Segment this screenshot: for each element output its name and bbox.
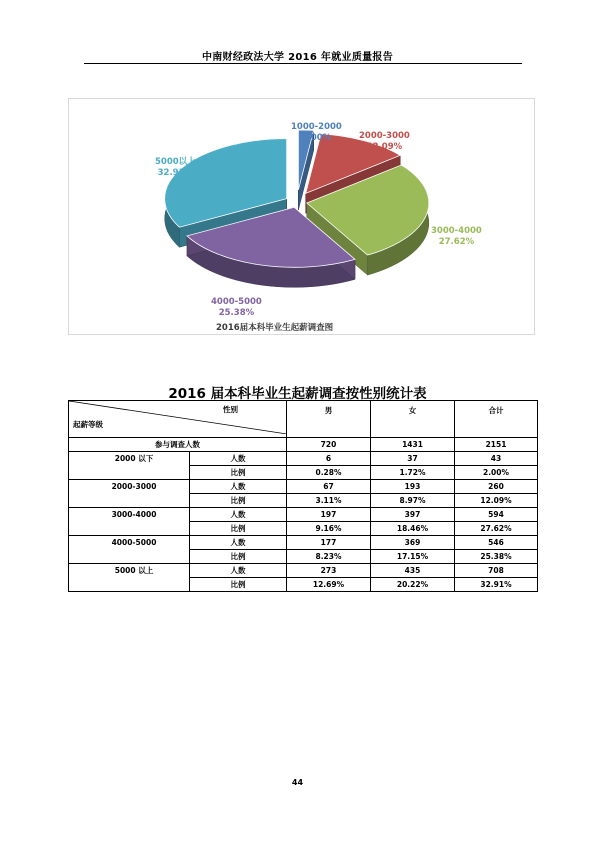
level-cell-blank: [69, 522, 190, 536]
table-header-row: [69, 401, 538, 438]
ratio-label: 比例: [190, 522, 287, 536]
ratio-label: 比例: [190, 550, 287, 564]
ratio-label: 比例: [190, 578, 287, 592]
ratio-label: 比例: [190, 494, 287, 508]
level-cell-blank: [69, 578, 190, 592]
page-number: 44: [291, 778, 304, 787]
level-cell: 2000-3000: [69, 480, 190, 494]
count-male: 197: [287, 508, 371, 522]
participants-label: 参与调查人数: [69, 438, 287, 452]
header-male: 男: [287, 401, 371, 438]
count-label: 人数: [190, 508, 287, 522]
ratio-total: 12.09%: [455, 494, 538, 508]
pie-label-name: 1000-2000: [291, 122, 342, 132]
count-label: 人数: [190, 536, 287, 550]
ratio-male: 0.28%: [287, 466, 371, 480]
pie-label-name: 3000-4000: [431, 226, 482, 236]
level-cell: 2000 以下: [69, 452, 190, 466]
table-row-participants: [69, 438, 538, 452]
salary-pie-chart: [68, 98, 535, 335]
table-row: [69, 494, 538, 508]
participants-total: 2151: [455, 438, 538, 452]
pie-label-name: 5000以上: [155, 157, 196, 167]
header-female: 女: [371, 401, 455, 438]
salary-by-gender-table: [68, 400, 538, 592]
ratio-female: 18.46%: [371, 522, 455, 536]
count-female: 193: [371, 480, 455, 494]
table-row: [69, 564, 538, 578]
level-cell-blank: [69, 494, 190, 508]
table-row: [69, 578, 538, 592]
count-total: 594: [455, 508, 538, 522]
table-title: 2016 届本科毕业生起薪调查按性别统计表: [168, 386, 427, 402]
table-row: [69, 522, 538, 536]
report-header-title: 中南财经政法大学 2016 年就业质量报告: [201, 52, 394, 63]
pie-label-2000-3000: [359, 131, 410, 153]
ratio-male: 12.69%: [287, 578, 371, 592]
ratio-female: 8.97%: [371, 494, 455, 508]
count-female: 435: [371, 564, 455, 578]
header-total: 合计: [455, 401, 538, 438]
count-label: 人数: [190, 564, 287, 578]
table-row: [69, 536, 538, 550]
count-label: 人数: [190, 452, 287, 466]
participants-male: 720: [287, 438, 371, 452]
table-row: [69, 550, 538, 564]
level-cell-blank: [69, 466, 190, 480]
table-row: [69, 466, 538, 480]
count-female: 369: [371, 536, 455, 550]
participants-female: 1431: [371, 438, 455, 452]
ratio-female: 1.72%: [371, 466, 455, 480]
level-cell: 3000-4000: [69, 508, 190, 522]
count-male: 67: [287, 480, 371, 494]
pie-label-pct: 12.09%: [366, 142, 403, 152]
header-divider: [84, 63, 522, 64]
corner-label-gender: 性别: [223, 405, 238, 414]
table-row: [69, 508, 538, 522]
pie-label-pct: 25.38%: [218, 308, 255, 318]
pie-label-name: 4000-5000: [211, 297, 262, 307]
table-corner-cell: [69, 401, 287, 438]
pie-label-5000-plus: [155, 157, 196, 179]
pie-label-pct: 32.91%: [157, 168, 194, 178]
ratio-male: 8.23%: [287, 550, 371, 564]
pie-label-name: 2000-3000: [359, 131, 410, 141]
table-row: [69, 452, 538, 466]
pie-label-1000-2000: [291, 122, 342, 144]
table-row: [69, 480, 538, 494]
pie-label-3000-4000: [431, 226, 482, 248]
ratio-male: 9.16%: [287, 522, 371, 536]
level-cell-blank: [69, 550, 190, 564]
count-total: 43: [455, 452, 538, 466]
level-cell: 4000-5000: [69, 536, 190, 550]
corner-label-level: 起薪等级: [73, 420, 103, 429]
count-female: 397: [371, 508, 455, 522]
count-female: 37: [371, 452, 455, 466]
count-total: 708: [455, 564, 538, 578]
count-label: 人数: [190, 480, 287, 494]
pie-label-4000-5000: [211, 297, 262, 319]
count-total: 260: [455, 480, 538, 494]
count-total: 546: [455, 536, 538, 550]
pie-label-pct: 27.62%: [438, 237, 475, 247]
ratio-total: 32.91%: [455, 578, 538, 592]
ratio-total: 25.38%: [455, 550, 538, 564]
count-male: 273: [287, 564, 371, 578]
pie-label-pct: 2.00%: [301, 133, 332, 143]
ratio-male: 3.11%: [287, 494, 371, 508]
ratio-label: 比例: [190, 466, 287, 480]
chart-caption: 2016届本科毕业生起薪调查图: [216, 323, 334, 333]
count-male: 177: [287, 536, 371, 550]
ratio-total: 27.62%: [455, 522, 538, 536]
ratio-total: 2.00%: [455, 466, 538, 480]
ratio-female: 17.15%: [371, 550, 455, 564]
level-cell: 5000 以上: [69, 564, 190, 578]
ratio-female: 20.22%: [371, 578, 455, 592]
count-male: 6: [287, 452, 371, 466]
